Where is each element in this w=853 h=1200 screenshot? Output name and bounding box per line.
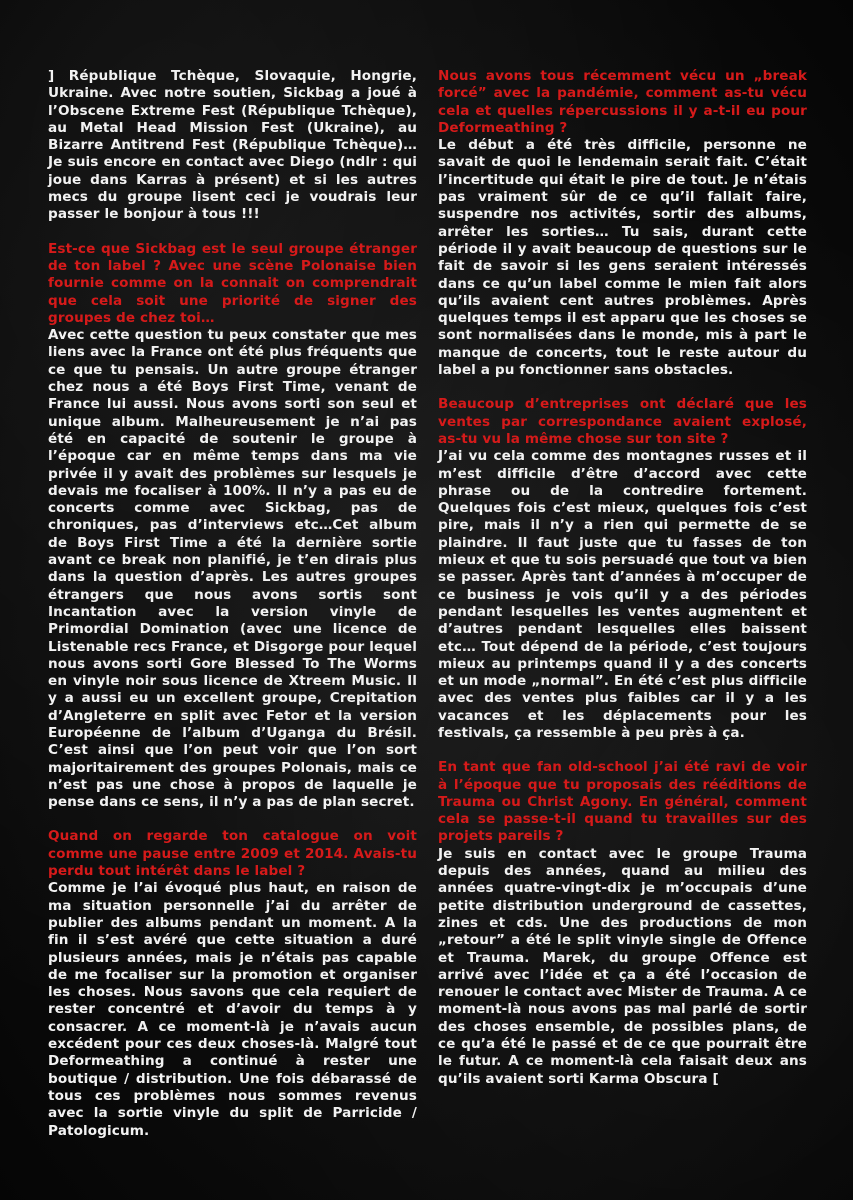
interview-question: En tant que fan old-school j’ai été ravi de voir à l’époque que tu proposais des rééditions de Trauma ou Christ Agony. En général, comment cela se passe-t-il quand tu travailles sur des projets pareils ?: [438, 759, 807, 845]
interview-question: Nous avons tous récemment vécu un „break forcé” avec la pandémie, comment as-tu vécu cela et quelles répercussions il y a-t-il eu pour Deformeathing ?: [438, 68, 807, 136]
answer-paragraph: Je suis en contact avec le groupe Trauma depuis des années, quand au milieu des années quatre-vingt-dix je m’occupais d’une petite distribution underground de cassettes, zines et cds. Une des productions de mon „retour” a été le split vinyle single de Offence et Trauma. Marek, du groupe Offence est arrivé avec l’idée et ça a été l’occasion de renouer le contact avec Mister de Trauma. A ce moment-là nous avons pas mal parlé de sortir des choses ensemble, de possibles plans, de ce qu’a été le passé et de ce que pourrait être le futur. A ce moment-là cela faisait deux ans qu’ils avaient sorti Karma Obscura [: [438, 845, 807, 1087]
interview-question: Est-ce que Sickbag est le seul groupe étranger de ton label ? Avec une scène Polonaise bien fournie comme on la connait on comprendrait que cela soit une priorité de signer des groupes de chez toi…: [48, 240, 417, 326]
answer-paragraph: J’ai vu cela comme des montagnes russes et il m’est difficile d’être d’accord avec cette phrase ou de la contredire fortement. Quelques fois c’est mieux, quelques fois c’est pire, mais il n’y a rien qui permette de se plaindre. Il faut juste que tu fasses de ton mieux et que tu sois persuadé que tout va bien se passer. Après tant d’années à m’occuper de ce business je vois qu’il y a des périodes pendant lesquelles les ventes augmentent et d’autres pendant lesquelles elles baissent etc… Tout dépend de la période, c’est toujours mieux au printemps quand il y a des concerts et un mode „normal”. En été c’est plus difficile avec des ventes plus faibles car il y a les vacances et les déplacements pour les festivals, ça ressemble à peu près à ça.: [438, 448, 807, 741]
answer-paragraph: ] République Tchèque, Slovaquie, Hongrie, Ukraine. Avec notre soutien, Sickbag a joué à l’Obscene Extreme Fest (République Tchèque), au Metal Head Mission Fest (Ukraine), au Bizarre Antitrend Fest (République Tchèque)… Je suis encore en contact avec Diego (ndlr : qui joue dans Karras à présent) et si les autres mecs du groupe lisent ceci je voudrais leur passer le bonjour à tous !!!: [48, 68, 417, 223]
interview-question: Beaucoup d’entreprises ont déclaré que les ventes par correspondance avaient explosé, as-tu vu la même chose sur ton site ?: [438, 396, 807, 447]
answer-paragraph: Avec cette question tu peux constater que mes liens avec la France ont été plus fréquents que ce que tu pensais. Un autre groupe étranger chez nous a été Boys First Time, venant de France lui aussi. Nous avons sorti son seul et unique album. Malheureusement je n’ai pas été en capacité de soutenir le groupe à l’époque car en même temps dans ma vie privée il y avait des problèmes sur lesquels je devais me focaliser à 100%. Il n’y a pas eu de concerts comme avec Sickbag, pas de chroniques, pas d’interviews etc…Cet album de Boys First Time a été la dernière sortie avant ce break non planifié, je t’en dirais plus dans la question d’après. Les autres groupes étrangers que nous avons sortis sont Incantation avec la version vinyle de Primordial Domination (avec une licence de Listenable recs France, et Disgorge pour lequel nous avons sorti Gore Blessed To The Worms en vinyle noir sous licence de Xtreem Music. Il y a aussi eu un excellent groupe, Crepitation d’Angleterre en split avec Fetor et la version Européenne de l’album d’Uganga du Brésil. C’est ainsi que l’on peut voir que l’on sort majoritairement des groupes Polonais, mais ce n’est pas une chose à propos de laquelle je pense dans ce sens, il n’y a pas de plan secret.: [48, 327, 417, 811]
answer-paragraph: Le début a été très difficile, personne ne savait de quoi le lendemain serait fait. C’était l’incertitude qui était le pire de tout. Je n’étais pas vraiment sûr de ce qu’il fallait faire, suspendre nos activités, sortir des albums, arrêter les sorties… Tu sais, durant cette période il y avait beaucoup de questions sur le fait de savoir si les gens seraient intéressés dans ce qu’un label comme le mien fait alors qu’ils avaient cent autres problèmes. Après quelques temps il est apparu que les choses se sont normalisées dans le monde, mis à part le manque de concerts, tout le reste autour du label a pu fonctionner sans obstacles.: [438, 137, 807, 379]
answer-paragraph: Comme je l’ai évoqué plus haut, en raison de ma situation personnelle j’ai du arrêter de publier des albums pendant un moment. A la fin il s’est avéré que cette situation a duré plusieurs années, mais je n’étais pas capable de me focaliser sur la promotion et organiser les choses. Nous savons que cela requiert de rester concentré et d’avoir du temps à y consacrer. A ce moment-là je n’avais aucun excédent pour ces deux choses-là. Malgré tout Deformeathing a continué à rester une boutique / distribution. Une fois débarassé de tous ces problèmes nous sommes revenus avec la sortie vinyle du split de Parricide / Patologicum.: [48, 880, 417, 1139]
right-column: [438, 68, 807, 1088]
left-column: [48, 68, 417, 1140]
interview-question: Quand on regarde ton catalogue on voit comme une pause entre 2009 et 2014. Avais-tu perdu tout intérêt dans le label ?: [48, 828, 417, 880]
